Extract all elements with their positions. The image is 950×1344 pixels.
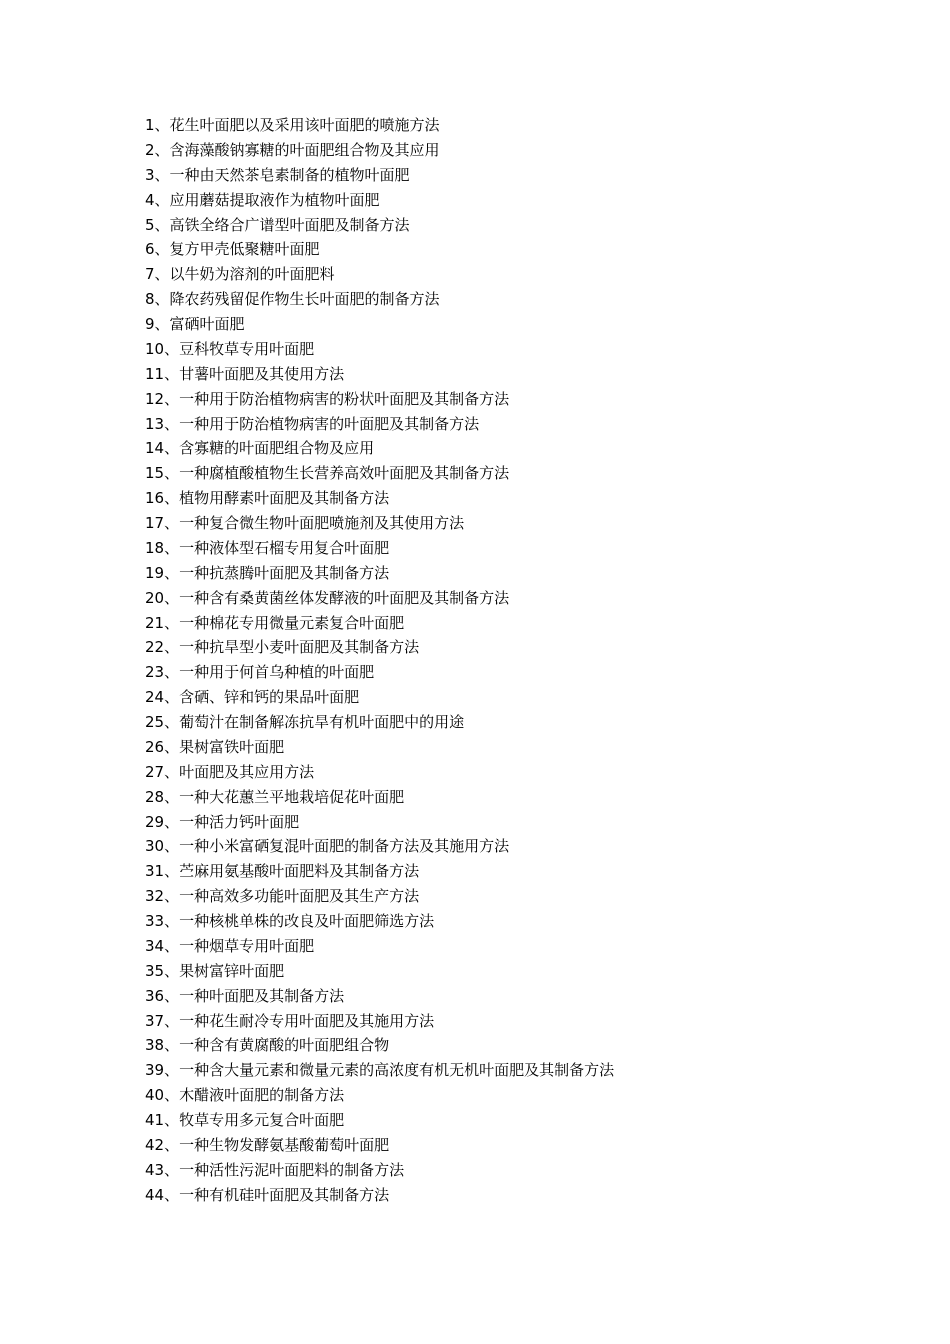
list-item: 21、一种棉花专用微量元素复合叶面肥 [145,613,405,632]
list-item: 15、一种腐植酸植物生长营养高效叶面肥及其制备方法 [145,464,510,483]
list-item: 16、植物用酵素叶面肥及其制备方法 [145,489,390,508]
list-item: 11、甘薯叶面肥及其使用方法 [145,364,345,383]
list-item: 37、一种花生耐冷专用叶面肥及其施用方法 [145,1011,435,1030]
list-item: 26、果树富铁叶面肥 [145,737,285,756]
list-item: 44、一种有机硅叶面肥及其制备方法 [145,1185,390,1204]
list-item: 2、含海藻酸钠寡糖的叶面肥组合物及其应用 [145,140,440,159]
list-item: 32、一种高效多功能叶面肥及其生产方法 [145,887,420,906]
list-item: 31、苎麻用氨基酸叶面肥料及其制备方法 [145,862,420,881]
list-item: 36、一种叶面肥及其制备方法 [145,986,345,1005]
list-item: 3、一种由天然茶皂素制备的植物叶面肥 [145,165,410,184]
list-item: 41、牧草专用多元复合叶面肥 [145,1111,345,1129]
list-item: 13、一种用于防治植物病害的叶面肥及其制备方法 [145,414,480,433]
list-item: 24、含硒、锌和钙的果品叶面肥 [145,688,360,707]
list-item: 1、花生叶面肥以及采用该叶面肥的喷施方法 [145,116,440,134]
list-item: 8、降农药残留促作物生长叶面肥的制备方法 [145,290,440,309]
list-item: 39、一种含大量元素和微量元素的高浓度有机无机叶面肥及其制备方法 [145,1061,615,1080]
list-item: 9、富硒叶面肥 [145,315,245,333]
list-item: 17、一种复合微生物叶面肥喷施剂及其使用方法 [145,514,465,532]
list-item: 28、一种大花蕙兰平地栽培促花叶面肥 [145,787,405,806]
list-item: 35、果树富锌叶面肥 [145,961,285,980]
list-item: 22、一种抗旱型小麦叶面肥及其制备方法 [145,638,420,657]
list-item: 29、一种活力钙叶面肥 [145,812,300,831]
list-item: 43、一种活性污泥叶面肥料的制备方法 [145,1160,405,1179]
list-item: 38、一种含有黄腐酸的叶面肥组合物 [145,1036,390,1055]
list-item: 40、木醋液叶面肥的制备方法 [145,1086,345,1105]
list-item: 27、叶面肥及其应用方法 [145,762,315,781]
list-item: 18、一种液体型石榴专用复合叶面肥 [145,538,390,557]
list-item: 25、葡萄汁在制备解冻抗旱有机叶面肥中的用途 [145,713,465,731]
patent-title-list [145,113,614,1208]
list-item: 30、一种小米富硒复混叶面肥的制备方法及其施用方法 [145,837,510,856]
list-item: 7、以牛奶为溶剂的叶面肥料 [145,265,335,284]
list-item: 42、一种生物发酵氨基酸葡萄叶面肥 [145,1135,390,1154]
list-item: 6、复方甲壳低聚糖叶面肥 [145,240,320,259]
list-item: 10、豆科牧草专用叶面肥 [145,339,315,358]
list-item: 20、一种含有桑黄菌丝体发酵液的叶面肥及其制备方法 [145,588,510,607]
list-item: 33、一种核桃单株的改良及叶面肥筛选方法 [145,912,435,930]
list-item: 34、一种烟草专用叶面肥 [145,936,315,955]
list-item: 19、一种抗蒸腾叶面肥及其制备方法 [145,563,390,582]
list-item: 5、高铁全络合广谱型叶面肥及制备方法 [145,215,410,234]
list-item: 12、一种用于防治植物病害的粉状叶面肥及其制备方法 [145,389,510,408]
list-item: 23、一种用于何首乌种植的叶面肥 [145,663,375,682]
list-item: 4、应用蘑菇提取液作为植物叶面肥 [145,190,380,209]
list-item: 14、含寡糖的叶面肥组合物及应用 [145,439,375,458]
